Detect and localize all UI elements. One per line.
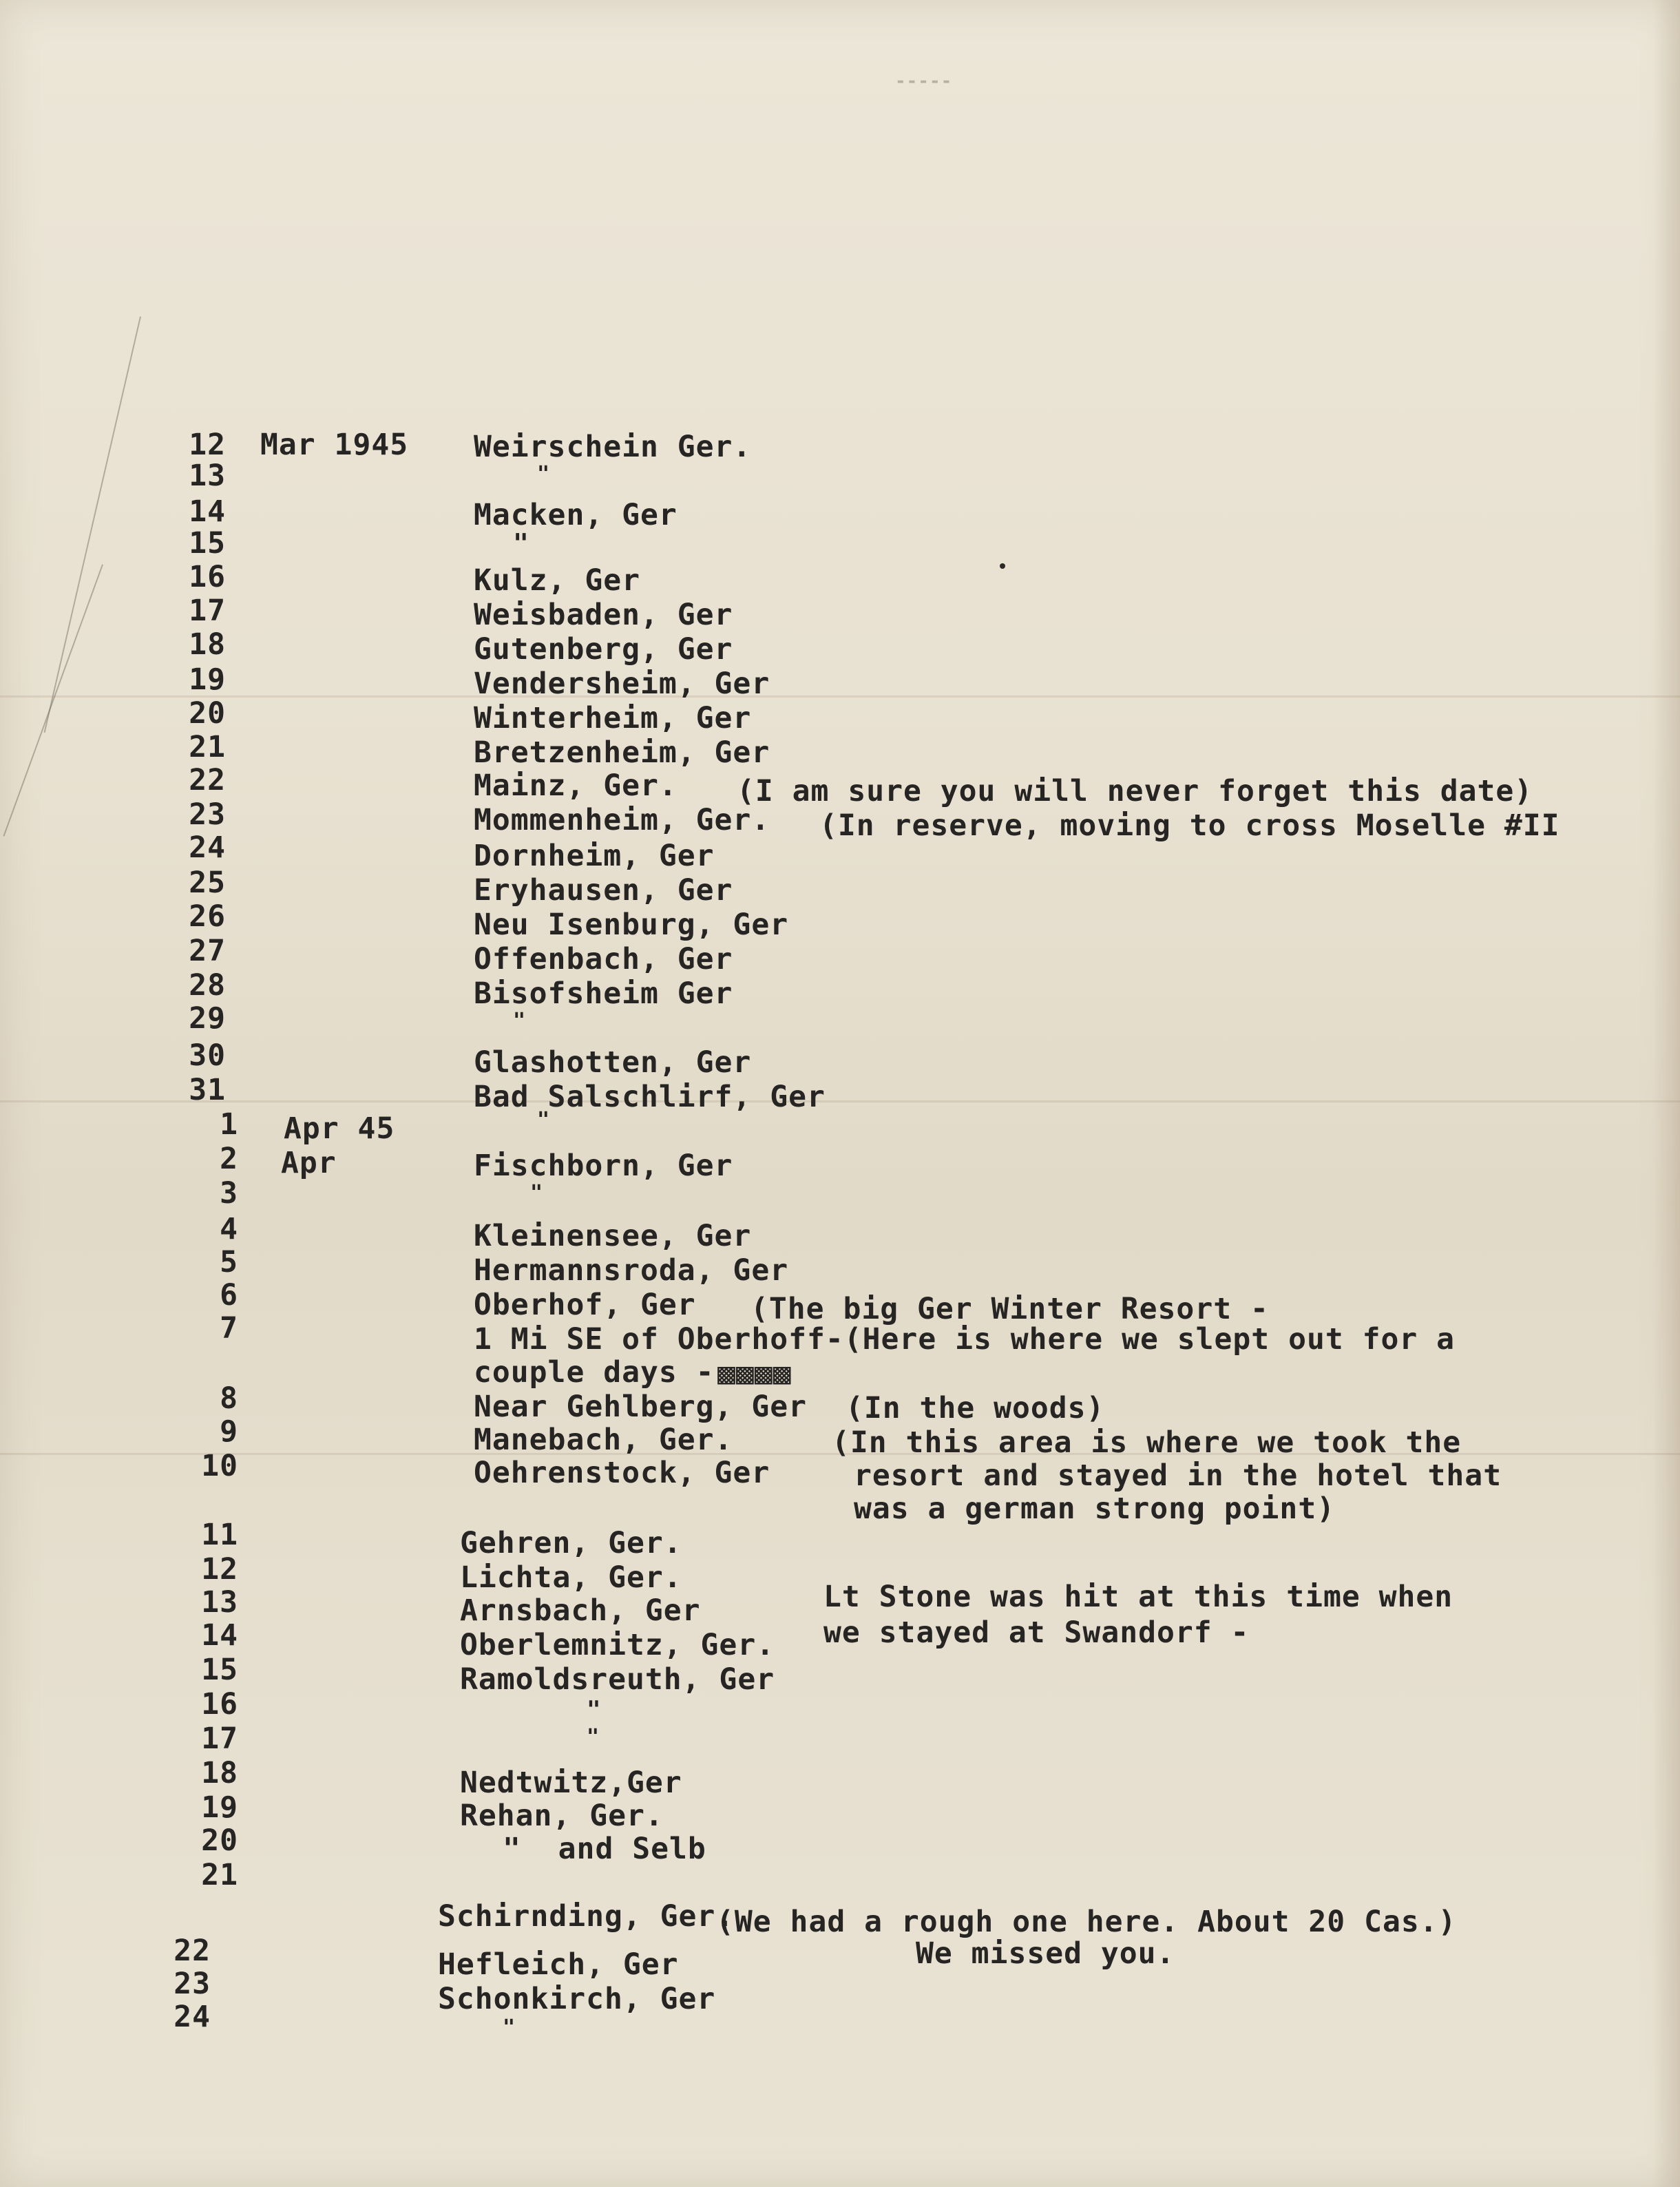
row-note: (In reserve, moving to cross Moselle #II xyxy=(819,808,1560,843)
row-place: Weisbaden, Ger xyxy=(474,598,733,632)
row-note: (In the woods) xyxy=(846,1391,1105,1425)
row-day: 7 xyxy=(220,1311,238,1346)
row-place: Neu Isenburg, Ger xyxy=(474,908,789,942)
row-place: Dornheim, Ger xyxy=(474,839,715,873)
row-place: Bretzenheim, Ger xyxy=(474,735,770,770)
row-place: Oberlemnitz, Ger. xyxy=(460,1628,775,1662)
row-day: 31 xyxy=(189,1073,226,1107)
row-place: " xyxy=(530,1181,544,1205)
row-place: " xyxy=(537,1108,551,1132)
ink-dot xyxy=(1000,563,1005,569)
row-place: Weirschein Ger. xyxy=(474,430,752,464)
row-note: resort and stayed in the hotel that xyxy=(854,1458,1502,1493)
row-place: Offenbach, Ger xyxy=(474,942,733,976)
row-place: Bad Salschlirf, Ger xyxy=(474,1080,826,1114)
row-day: 27 xyxy=(189,934,226,968)
row-day: 24 xyxy=(174,2000,211,2034)
row-day: 16 xyxy=(189,560,226,594)
row-day: 17 xyxy=(201,1722,238,1756)
row-place: " and Selb xyxy=(503,1832,706,1866)
row-day: 23 xyxy=(174,1967,211,2001)
row-place: Hermannsroda, Ger xyxy=(474,1253,789,1288)
row-place: Nedtwitz,Ger xyxy=(460,1766,682,1800)
row-day: 23 xyxy=(189,797,226,832)
row-place: Glashotten, Ger xyxy=(474,1045,752,1080)
row-day: 4 xyxy=(220,1212,238,1246)
faint-bleed-through: ----- xyxy=(895,71,953,92)
row-day: 22 xyxy=(174,1934,211,1968)
row-day: 22 xyxy=(189,763,226,797)
row-place: 1 Mi SE of Oberhoff-(Here is where we slept out for a xyxy=(474,1322,1456,1357)
row-place: Fischborn, Ger xyxy=(474,1149,733,1183)
row-place: Arnsbach, Ger xyxy=(460,1593,701,1628)
row-day: 16 xyxy=(201,1687,238,1722)
row-day: 10 xyxy=(201,1449,238,1483)
row-day: 18 xyxy=(189,627,226,662)
row-note: (The big Ger Winter Resort - xyxy=(750,1292,1269,1326)
row-place: Lichta, Ger. xyxy=(460,1560,682,1595)
row-note: Lt Stone was hit at this time when xyxy=(823,1580,1453,1614)
row-day: 21 xyxy=(201,1858,238,1892)
row-place: Eryhausen, Ger xyxy=(474,873,733,908)
row-day: 5 xyxy=(220,1245,238,1279)
row-month: Apr xyxy=(281,1146,337,1180)
row-place: Gehren, Ger. xyxy=(460,1526,682,1560)
row-note: (In this area is where we took the xyxy=(832,1425,1462,1460)
struck-out-word: ▩▩▩▩ xyxy=(717,1357,792,1391)
row-day: 1 xyxy=(220,1107,238,1142)
row-place-continued: couple days - xyxy=(474,1355,715,1390)
row-note: (I am sure you will never forget this date) xyxy=(737,774,1533,808)
row-place: Hefleich, Ger xyxy=(438,1947,679,1982)
row-day: 2 xyxy=(220,1142,238,1176)
row-day: 20 xyxy=(201,1823,238,1858)
row-month: Mar 1945 xyxy=(260,428,409,462)
row-place: Macken, Ger xyxy=(474,498,678,532)
row-day: 17 xyxy=(189,594,226,628)
row-note-continued: was a german strong point) xyxy=(854,1492,1336,1526)
row-day: 28 xyxy=(189,968,226,1003)
row-day: 15 xyxy=(189,526,226,561)
row-place: Oberhof, Ger xyxy=(474,1288,696,1322)
row-place: Bisofsheim Ger xyxy=(474,976,733,1011)
row-place: Kleinensee, Ger xyxy=(474,1219,752,1253)
row-place: " xyxy=(513,528,529,558)
row-place: Gutenberg, Ger xyxy=(474,632,733,667)
row-place: Mommenheim, Ger. xyxy=(474,803,770,837)
row-place: " xyxy=(513,1009,527,1033)
row-day: 12 xyxy=(189,428,226,462)
row-place: " xyxy=(587,1725,600,1749)
row-place: Schonkirch, Ger xyxy=(438,1982,716,2016)
row-place: " xyxy=(503,2016,516,2040)
row-day: 9 xyxy=(220,1414,238,1449)
row-day: 18 xyxy=(201,1756,238,1790)
row-place: Winterheim, Ger xyxy=(474,701,752,735)
row-place: Ramoldsreuth, Ger xyxy=(460,1662,775,1697)
row-day: 13 xyxy=(189,459,226,493)
row-day: 19 xyxy=(189,662,226,697)
row-day: 13 xyxy=(201,1585,238,1620)
row-day: 3 xyxy=(220,1176,238,1211)
row-day: 25 xyxy=(189,866,226,900)
row-day: 15 xyxy=(201,1653,238,1687)
row-day: 19 xyxy=(201,1790,238,1825)
row-place: Rehan, Ger. xyxy=(460,1799,664,1833)
row-day: 21 xyxy=(189,730,226,764)
row-note: we stayed at Swandorf - xyxy=(823,1615,1250,1650)
row-place: Near Gehlberg, Ger xyxy=(474,1390,807,1424)
row-day: 20 xyxy=(189,696,226,731)
row-day: 14 xyxy=(201,1618,238,1653)
row-day: 30 xyxy=(189,1038,226,1073)
paper-fold-line xyxy=(0,695,1680,698)
row-day: 8 xyxy=(220,1381,238,1416)
row-place: Vendersheim, Ger xyxy=(474,667,770,701)
row-day: 11 xyxy=(201,1518,238,1552)
row-day: 24 xyxy=(189,830,226,865)
row-place: Manebach, Ger. xyxy=(474,1423,733,1457)
row-place: Mainz, Ger. xyxy=(474,768,678,803)
row-place: Oehrenstock, Ger xyxy=(474,1456,770,1490)
paper-edge-shading xyxy=(1652,0,1680,2187)
row-note: (We had a rough one here. About 20 Cas.) xyxy=(716,1905,1457,1939)
row-day: 6 xyxy=(220,1278,238,1312)
row-place: Schirnding, Ger. xyxy=(438,1899,735,1934)
row-day: 26 xyxy=(189,899,226,934)
row-place: " xyxy=(587,1696,602,1724)
row-month: Apr 45 xyxy=(284,1111,395,1146)
paper-fold-line xyxy=(0,1100,1680,1102)
row-note-continued: We missed you. xyxy=(916,1936,1175,1971)
row-place: Kulz, Ger xyxy=(474,563,640,598)
row-day: 29 xyxy=(189,1001,226,1036)
row-day: 12 xyxy=(201,1552,238,1587)
row-day: 14 xyxy=(189,494,226,529)
row-place: " xyxy=(537,462,551,486)
